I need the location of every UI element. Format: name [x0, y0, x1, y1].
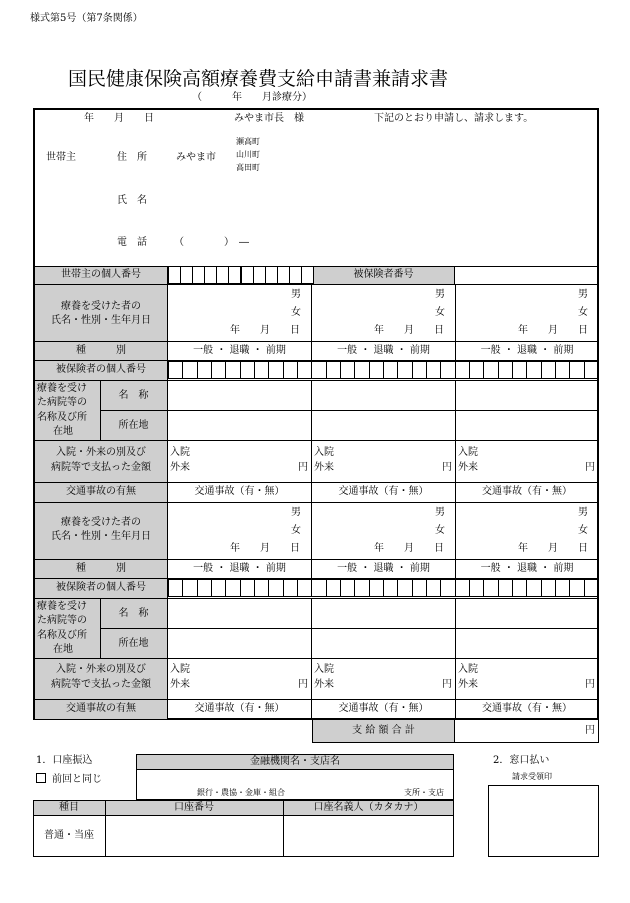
branch-types: 支所・支店	[404, 788, 444, 797]
application-date: 年 月 日	[84, 113, 154, 124]
digit-box[interactable]	[483, 579, 498, 597]
digit-box[interactable]	[240, 579, 255, 597]
accident-options[interactable]: 交通事故（有・無）	[338, 703, 429, 714]
male-option[interactable]: 男	[291, 507, 301, 518]
town-option: 瀬高町	[236, 137, 260, 146]
yen-unit: 円	[585, 679, 595, 690]
digit-box[interactable]	[197, 361, 212, 379]
digit-box[interactable]	[469, 361, 484, 379]
digit-box[interactable]	[584, 579, 599, 597]
digit-box[interactable]	[268, 579, 283, 597]
type-label: 種 別	[76, 563, 126, 574]
male-option[interactable]: 男	[291, 289, 301, 300]
digit-box[interactable]	[340, 579, 355, 597]
account-kinds[interactable]: 普通・当座	[44, 830, 94, 841]
digit-box[interactable]	[326, 361, 341, 379]
digit-box[interactable]	[541, 361, 556, 379]
hospital-label: 名称及び所	[37, 412, 87, 423]
outpatient-label: 外来	[458, 679, 478, 690]
paid-label: 病院等で支払った金額	[51, 462, 151, 473]
householder-label: 世帯主	[46, 152, 76, 163]
hospital-label: た病院等の	[37, 615, 87, 626]
digit-box[interactable]	[369, 579, 384, 597]
kind-header: 種目	[59, 802, 79, 813]
yen-unit: 円	[442, 462, 452, 473]
digit-box[interactable]	[354, 579, 369, 597]
accident-options[interactable]: 交通事故（有・無）	[338, 486, 429, 497]
transfer-label: 1．口座振込	[36, 755, 93, 766]
town-option: 高田町	[236, 163, 260, 172]
digit-box[interactable]	[426, 579, 441, 597]
addressee: みやま市長 様	[234, 113, 304, 124]
hospital-label: 在地	[53, 426, 73, 437]
digit-box[interactable]	[225, 361, 240, 379]
digit-box[interactable]	[569, 579, 584, 597]
digit-box[interactable]	[555, 579, 570, 597]
hospital-location-label: 所在地	[118, 420, 149, 431]
patient-label: 療養を受けた者の	[61, 301, 141, 312]
digit-box[interactable]	[211, 579, 226, 597]
birth-date: 年 月 日	[374, 543, 444, 554]
digit-box[interactable]	[412, 361, 427, 379]
subtitle: （ 年 月診療分）	[192, 92, 312, 103]
insured-personal-label: 被保険者の個人番号	[56, 364, 146, 375]
account-number-field[interactable]	[106, 816, 282, 856]
type-options[interactable]: 一般 ・ 退職 ・ 前期	[480, 563, 574, 574]
digit-box[interactable]	[440, 361, 455, 379]
hospital-label: 名称及び所	[37, 630, 87, 641]
outpatient-label: 外来	[170, 462, 190, 473]
accident-options[interactable]: 交通事故（有・無）	[194, 486, 285, 497]
city-name: みやま市	[176, 152, 216, 163]
hospital-label: 在地	[53, 644, 73, 655]
digit-box[interactable]	[498, 361, 513, 379]
accident-label: 交通事故の有無	[66, 486, 136, 497]
account-number-header: 口座番号	[174, 802, 214, 813]
type-options[interactable]: 一般 ・ 退職 ・ 前期	[337, 563, 430, 574]
hospital-name-label: 名 称	[118, 390, 149, 401]
type-options[interactable]: 一般 ・ 退職 ・ 前期	[193, 563, 286, 574]
patient-label: 療養を受けた者の	[61, 517, 141, 528]
address-label: 住 所	[117, 152, 147, 163]
male-option[interactable]: 男	[435, 289, 445, 300]
inpatient-label: 入院	[458, 447, 478, 458]
insured-number-label: 被保険者番号	[353, 269, 414, 280]
digit-box[interactable]	[555, 361, 570, 379]
same-as-before-label: 前回と同じ	[52, 774, 102, 785]
digit-box[interactable]	[498, 579, 513, 597]
type-options[interactable]: 一般 ・ 退職 ・ 前期	[337, 345, 430, 356]
digit-box[interactable]	[297, 579, 312, 597]
type-options[interactable]: 一般 ・ 退職 ・ 前期	[193, 345, 286, 356]
digit-box[interactable]	[311, 361, 326, 379]
digit-box[interactable]	[340, 361, 355, 379]
birth-date: 年 月 日	[518, 325, 588, 336]
name-label: 氏 名	[117, 195, 147, 206]
householder-number-label: 世帯主の個人番号	[61, 269, 141, 280]
digit-box[interactable]	[584, 361, 599, 379]
inpatient-label: 入院	[314, 447, 334, 458]
total-amount-field[interactable]	[455, 720, 583, 742]
form-number: 様式第5号（第7条関係）	[30, 13, 143, 24]
digit-box[interactable]	[512, 361, 527, 379]
accident-options[interactable]: 交通事故（有・無）	[482, 486, 572, 497]
yen-unit: 円	[298, 679, 308, 690]
digit-box[interactable]	[197, 579, 212, 597]
digit-box[interactable]	[354, 361, 369, 379]
hospital-label: た病院等の	[37, 397, 87, 408]
bank-types: 銀行・農協・金庫・組合	[197, 788, 285, 797]
total-yen: 円	[585, 725, 595, 736]
female-option[interactable]: 女	[578, 307, 588, 318]
digit-box[interactable]	[301, 266, 314, 284]
insured-personal-label: 被保険者の個人番号	[56, 582, 146, 593]
total-label: 支 給 額 合 計	[352, 725, 415, 736]
female-option[interactable]: 女	[578, 525, 588, 536]
digit-box[interactable]	[426, 361, 441, 379]
accident-label: 交通事故の有無	[66, 703, 136, 714]
yen-unit: 円	[585, 462, 595, 473]
paid-label: 入院・外来の別及び	[56, 664, 146, 675]
digit-box[interactable]	[369, 361, 384, 379]
outpatient-label: 外来	[314, 462, 334, 473]
account-holder-header: 口座名義人（カタカナ）	[313, 802, 424, 813]
window-payment-label: 2．窓口払い	[493, 755, 550, 766]
digit-box[interactable]	[225, 579, 240, 597]
digit-box[interactable]	[541, 579, 556, 597]
digit-box[interactable]	[240, 361, 255, 379]
digit-box[interactable]	[483, 361, 498, 379]
page-title: 国民健康保険高額療養費支給申請書兼請求書	[68, 68, 449, 90]
digit-box[interactable]	[182, 579, 197, 597]
account-holder-field[interactable]	[284, 816, 453, 856]
digit-box[interactable]	[283, 361, 298, 379]
birth-date: 年 月 日	[230, 325, 300, 336]
receipt-stamp-label: 請求受領印	[512, 772, 552, 781]
digit-box[interactable]	[268, 361, 283, 379]
digit-box[interactable]	[455, 579, 470, 597]
birth-date: 年 月 日	[518, 543, 588, 554]
digit-box[interactable]	[412, 579, 427, 597]
female-option[interactable]: 女	[435, 307, 445, 318]
birth-date: 年 月 日	[230, 543, 300, 554]
hospital-location-label: 所在地	[118, 638, 149, 649]
digit-box[interactable]	[455, 361, 470, 379]
digit-box[interactable]	[182, 361, 197, 379]
digit-box[interactable]	[526, 579, 541, 597]
town-option: 山川町	[236, 150, 260, 159]
outpatient-label: 外来	[314, 679, 334, 690]
digit-box[interactable]	[254, 579, 269, 597]
digit-box[interactable]	[297, 361, 312, 379]
digit-box[interactable]	[383, 361, 398, 379]
digit-box[interactable]	[311, 579, 326, 597]
digit-box[interactable]	[168, 361, 183, 379]
bank-header: 金融機関名・支店名	[250, 756, 340, 767]
inpatient-label: 入院	[458, 664, 478, 675]
digit-box[interactable]	[526, 361, 541, 379]
paid-label: 入院・外来の別及び	[56, 447, 146, 458]
digit-box[interactable]	[283, 579, 298, 597]
inpatient-label: 入院	[170, 447, 190, 458]
insured-number-field[interactable]	[455, 266, 598, 284]
type-label: 種 別	[76, 345, 126, 356]
digit-box[interactable]	[440, 579, 455, 597]
paid-label: 病院等で支払った金額	[51, 679, 151, 690]
digit-box[interactable]	[254, 361, 269, 379]
female-option[interactable]: 女	[291, 307, 301, 318]
accident-options[interactable]: 交通事故（有・無）	[482, 703, 572, 714]
female-option[interactable]: 女	[291, 525, 301, 536]
male-option[interactable]: 男	[578, 289, 588, 300]
inpatient-label: 入院	[314, 664, 334, 675]
receipt-stamp-box[interactable]	[488, 785, 599, 857]
birth-date: 年 月 日	[374, 325, 444, 336]
hospital-name-label: 名 称	[118, 608, 149, 619]
phone-format: （ ） ―	[174, 237, 249, 248]
inpatient-label: 入院	[170, 664, 190, 675]
type-options[interactable]: 一般 ・ 退職 ・ 前期	[480, 345, 574, 356]
digit-box[interactable]	[168, 579, 183, 597]
hospital-label: 療養を受け	[37, 383, 87, 394]
male-option[interactable]: 男	[578, 507, 588, 518]
male-option[interactable]: 男	[435, 507, 445, 518]
patient-label: 氏名・性別・生年月日	[51, 315, 151, 326]
phone-label: 電 話	[117, 237, 147, 248]
digit-box[interactable]	[383, 579, 398, 597]
outpatient-label: 外来	[170, 679, 190, 690]
yen-unit: 円	[298, 462, 308, 473]
digit-box[interactable]	[211, 361, 226, 379]
yen-unit: 円	[442, 679, 452, 690]
digit-box[interactable]	[469, 579, 484, 597]
declaration: 下記のとおり申請し、請求します。	[374, 113, 534, 124]
hospital-label: 療養を受け	[37, 601, 87, 612]
digit-box[interactable]	[569, 361, 584, 379]
digit-box[interactable]	[397, 361, 412, 379]
outpatient-label: 外来	[458, 462, 478, 473]
digit-box[interactable]	[326, 579, 341, 597]
accident-options[interactable]: 交通事故（有・無）	[194, 703, 285, 714]
digit-box[interactable]	[512, 579, 527, 597]
female-option[interactable]: 女	[435, 525, 445, 536]
patient-label: 氏名・性別・生年月日	[51, 531, 151, 542]
digit-box[interactable]	[397, 579, 412, 597]
same-as-before-checkbox[interactable]	[36, 773, 102, 785]
